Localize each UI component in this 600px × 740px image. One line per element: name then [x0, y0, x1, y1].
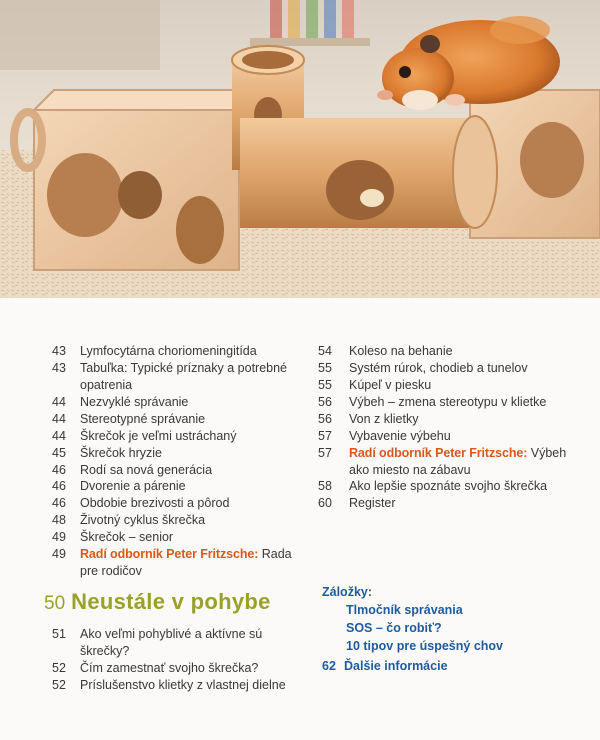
toc-entry-text — [80, 546, 302, 579]
toc-entry-text: Tabuľka: Typické príznaky a potrebné opatrenia — [80, 360, 288, 392]
toc-entry-text — [349, 445, 588, 478]
toc-entry[interactable] — [52, 411, 302, 428]
advisor-label: Radí odborník Peter Fritzsche: — [349, 445, 528, 460]
toc-entry[interactable] — [52, 529, 302, 546]
toc-entry-text: Lymfocytárna choriomeningitída — [80, 344, 257, 358]
toc-entry[interactable] — [52, 462, 302, 479]
bookmarks-box — [322, 583, 503, 655]
toc-page-number: 44 — [52, 428, 66, 443]
section-page-number: 50 — [44, 593, 66, 614]
advisor-label: Radí odborník Peter Fritzsche: — [80, 547, 259, 562]
section-title: Neustále v pohybe — [71, 589, 271, 614]
toc-entry[interactable] — [52, 343, 302, 360]
toc-entry-text: Dvorenie a párenie — [80, 479, 186, 494]
toc-entry-text: Ďalšie informácie — [344, 659, 448, 673]
toc-page-number: 46 — [52, 496, 66, 511]
toc-entry-text: Stereotypné správanie — [80, 411, 206, 426]
hamster-photo — [0, 0, 600, 298]
toc-entry-text: Výbeh – zmena stereotypu v klietke — [349, 394, 547, 409]
toc-entry-text: Ako veľmi pohyblivé a aktívne sú škrečky? — [80, 627, 263, 658]
advisor-topic: Rada pre rodičov — [80, 547, 292, 579]
bookmark-item[interactable]: SOS – čo robiť? — [346, 621, 442, 635]
toc-entry[interactable] — [318, 394, 588, 411]
toc-entry[interactable] — [52, 360, 302, 393]
toc-entry-text: Škrečok hryzie — [80, 445, 162, 460]
toc-page-number: 52 — [52, 677, 66, 692]
toc-entry-text: Register — [349, 496, 396, 511]
toc-entry[interactable] — [52, 495, 302, 512]
toc-entry[interactable] — [318, 377, 588, 394]
toc-entry-text: Príslušenstvo klietky z vlastnej dielne — [80, 677, 286, 692]
toc-page-number: 46 — [52, 462, 66, 477]
toc-page-number: 51 — [52, 627, 66, 641]
toc-entry-text: Škrečok – senior — [80, 530, 174, 545]
toc-entry[interactable] — [52, 677, 312, 694]
toc-entry[interactable] — [52, 512, 302, 529]
toc-page-number: 56 — [318, 394, 332, 409]
toc-entry[interactable] — [52, 546, 302, 579]
toc-page-number: 54 — [318, 344, 332, 358]
toc-entry[interactable] — [318, 360, 588, 377]
toc-page-number: 48 — [52, 513, 66, 528]
toc-page-number: 56 — [318, 411, 332, 426]
toc-left-column — [52, 343, 302, 580]
toc-entry[interactable] — [318, 495, 588, 512]
toc-entry[interactable] — [318, 445, 588, 478]
toc-entry-text: Koleso na behanie — [349, 344, 453, 358]
bookmark-item[interactable]: Tlmočník správania — [346, 603, 463, 617]
toc-page-number: 45 — [52, 445, 66, 460]
bookmarks-heading: Záložky: — [322, 585, 373, 599]
toc-page-number: 49 — [52, 530, 66, 545]
toc-page-number: 57 — [318, 445, 332, 460]
toc-entry[interactable] — [318, 411, 588, 428]
toc-page-number: 49 — [52, 547, 66, 562]
toc-entry-text: Škrečok je veľmi ustráchaný — [80, 428, 237, 443]
toc-entry-text: Kúpeľ v piesku — [349, 377, 432, 392]
toc-section-entries — [52, 626, 312, 694]
toc-entry[interactable] — [52, 626, 312, 659]
toc-page-number: 44 — [52, 394, 66, 409]
toc-page-number: 58 — [318, 479, 332, 494]
toc-page-number: 55 — [318, 360, 332, 375]
bookmark-item[interactable]: 10 tipov pre úspešný chov — [346, 639, 503, 653]
section-heading[interactable] — [44, 589, 271, 615]
toc-entry-text: Životný cyklus škrečka — [80, 513, 206, 528]
toc-entry-text: Obdobie brezivosti a pôrod — [80, 496, 230, 511]
toc-entry-text: Nezvyklé správanie — [80, 394, 189, 409]
toc-page-number: 55 — [318, 377, 332, 392]
toc-entry[interactable] — [52, 445, 302, 462]
toc-entry[interactable] — [52, 394, 302, 411]
toc-entry-text: Systém rúrok, chodieb a tunelov — [349, 360, 528, 375]
toc-page-number: 43 — [52, 344, 66, 358]
toc-page-number: 44 — [52, 411, 66, 426]
toc-entry[interactable] — [52, 478, 302, 495]
toc-page-number: 57 — [318, 428, 332, 443]
toc-entry-text: Ako lepšie spoznáte svojho škrečka — [349, 479, 548, 494]
toc-entry[interactable] — [52, 428, 302, 445]
toc-entry-text: Čím zamestnať svojho škrečka? — [80, 660, 259, 675]
toc-entry-text: Von z klietky — [349, 411, 419, 426]
toc-right-column — [318, 343, 588, 512]
toc-page-number: 46 — [52, 479, 66, 494]
toc-page-number: 43 — [52, 360, 66, 375]
toc-page-number: 60 — [318, 496, 332, 511]
toc-entry-text: Rodí sa nová generácia — [80, 462, 213, 477]
toc-entry[interactable] — [318, 343, 588, 360]
toc-entry[interactable] — [52, 660, 312, 677]
toc-entry-text: Vybavenie výbehu — [349, 428, 451, 443]
toc-entry[interactable] — [318, 428, 588, 445]
advisor-topic: Výbeh ako miesto na zábavu — [349, 445, 567, 477]
toc-page-number: 52 — [52, 660, 66, 675]
toc-entry[interactable] — [318, 478, 588, 495]
more-info-entry[interactable] — [322, 659, 448, 673]
toc-page-number: 62 — [322, 659, 336, 673]
